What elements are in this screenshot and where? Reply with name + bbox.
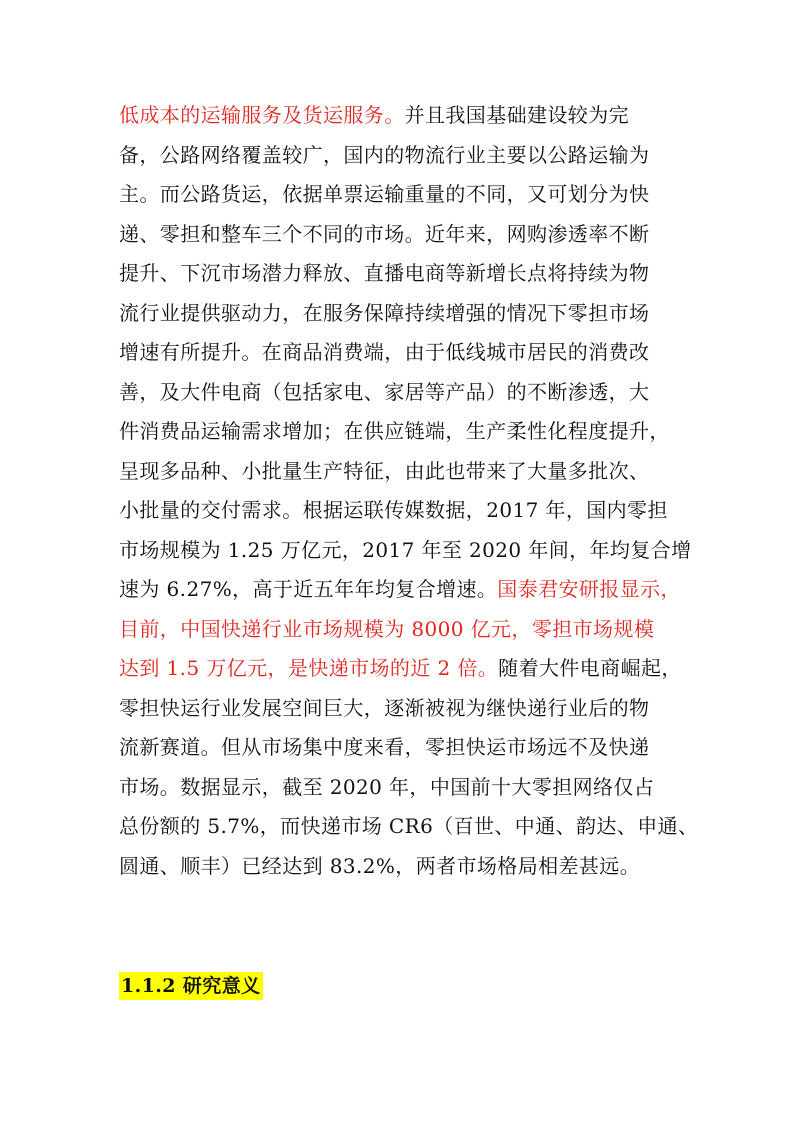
text-segment: 递、零担和整车三个不同的市场。近年来，网购渗透率不断 xyxy=(119,221,650,246)
text-line xyxy=(119,175,679,215)
text-segment: 善，及大件电商（包括家电、家居等产品）的不断渗透，大 xyxy=(119,379,650,404)
text-segment: 件消费品运输需求增加；在供应链端，生产柔性化程度提升， xyxy=(119,419,670,443)
text-segment: 市场。数据显示，截至 2020 年，中国前十大零担网络仅占 xyxy=(119,774,655,799)
text-line xyxy=(119,215,679,255)
text-segment: 呈现多品种、小批量生产特征，由此也带来了大量多批次、 xyxy=(119,458,650,483)
text-segment: 增速有所提升。在商品消费端，由于低线城市居民的消费改 xyxy=(119,340,650,364)
body-paragraph xyxy=(119,96,699,886)
text-line xyxy=(119,570,679,610)
text-segment: 总份额的 5.7%，而快递市场 CR6（百世、中通、韵达、申通、 xyxy=(119,814,699,838)
text-segment: 随着大件电商崛起， xyxy=(498,656,682,680)
text-line xyxy=(119,452,679,492)
text-line xyxy=(119,254,679,294)
highlighted-text-segment: 达到 1.5 万亿元，是快递市场的近 2 倍。 xyxy=(119,656,499,680)
text-line xyxy=(119,333,679,373)
text-segment: 流行业提供驱动力，在服务保障持续增强的情况下零担市场 xyxy=(119,300,650,325)
text-line xyxy=(119,728,679,768)
highlighted-text-segment: 目前，中国快递行业市场规模为 8000 亿元，零担市场规模 xyxy=(119,616,655,641)
text-line xyxy=(119,412,679,452)
highlighted-text-segment: 国泰君安研报显示， xyxy=(497,577,681,601)
text-line xyxy=(119,807,699,847)
text-line xyxy=(119,96,679,136)
text-line xyxy=(119,610,679,650)
text-segment: 提升、下沉市场潜力释放、直播电商等新增长点将持续为物 xyxy=(119,261,650,285)
text-segment: 市场规模为 1.25 万亿元，2017 年至 2020 年间，年均复合增 xyxy=(119,537,692,562)
text-line xyxy=(119,768,679,808)
text-line xyxy=(119,689,679,729)
text-segment: 流新赛道。但从市场集中度来看，零担快运市场远不及快递 xyxy=(119,735,650,759)
text-segment: 零担快运行业发展空间巨大，逐渐被视为继快递行业后的物 xyxy=(119,695,650,720)
text-line xyxy=(119,373,679,413)
text-line xyxy=(119,294,679,334)
text-line xyxy=(119,531,692,571)
highlighted-text-segment: 低成本的运输服务及货运服务。 xyxy=(119,103,405,127)
text-segment: 主。而公路货运，依据单票运输重量的不同，又可划分为快 xyxy=(119,182,650,206)
text-line xyxy=(119,847,679,887)
text-line xyxy=(119,491,679,531)
text-segment: 备，公路网络覆盖较广，国内的物流行业主要以公路运输为 xyxy=(119,142,650,167)
text-line xyxy=(119,649,682,689)
text-segment: 并且我国基础建设较为完 xyxy=(404,103,630,127)
text-segment: 速为 6.27%，高于近五年年均复合增速。 xyxy=(119,577,498,601)
text-line xyxy=(119,136,679,176)
section-heading: 1.1.2 研究意义 xyxy=(119,972,263,1000)
text-segment: 小批量的交付需求。根据运联传媒数据，2017 年，国内零担 xyxy=(119,498,668,522)
text-segment: 圆通、顺丰）已经达到 83.2%，两者市场格局相差甚远。 xyxy=(119,853,641,878)
